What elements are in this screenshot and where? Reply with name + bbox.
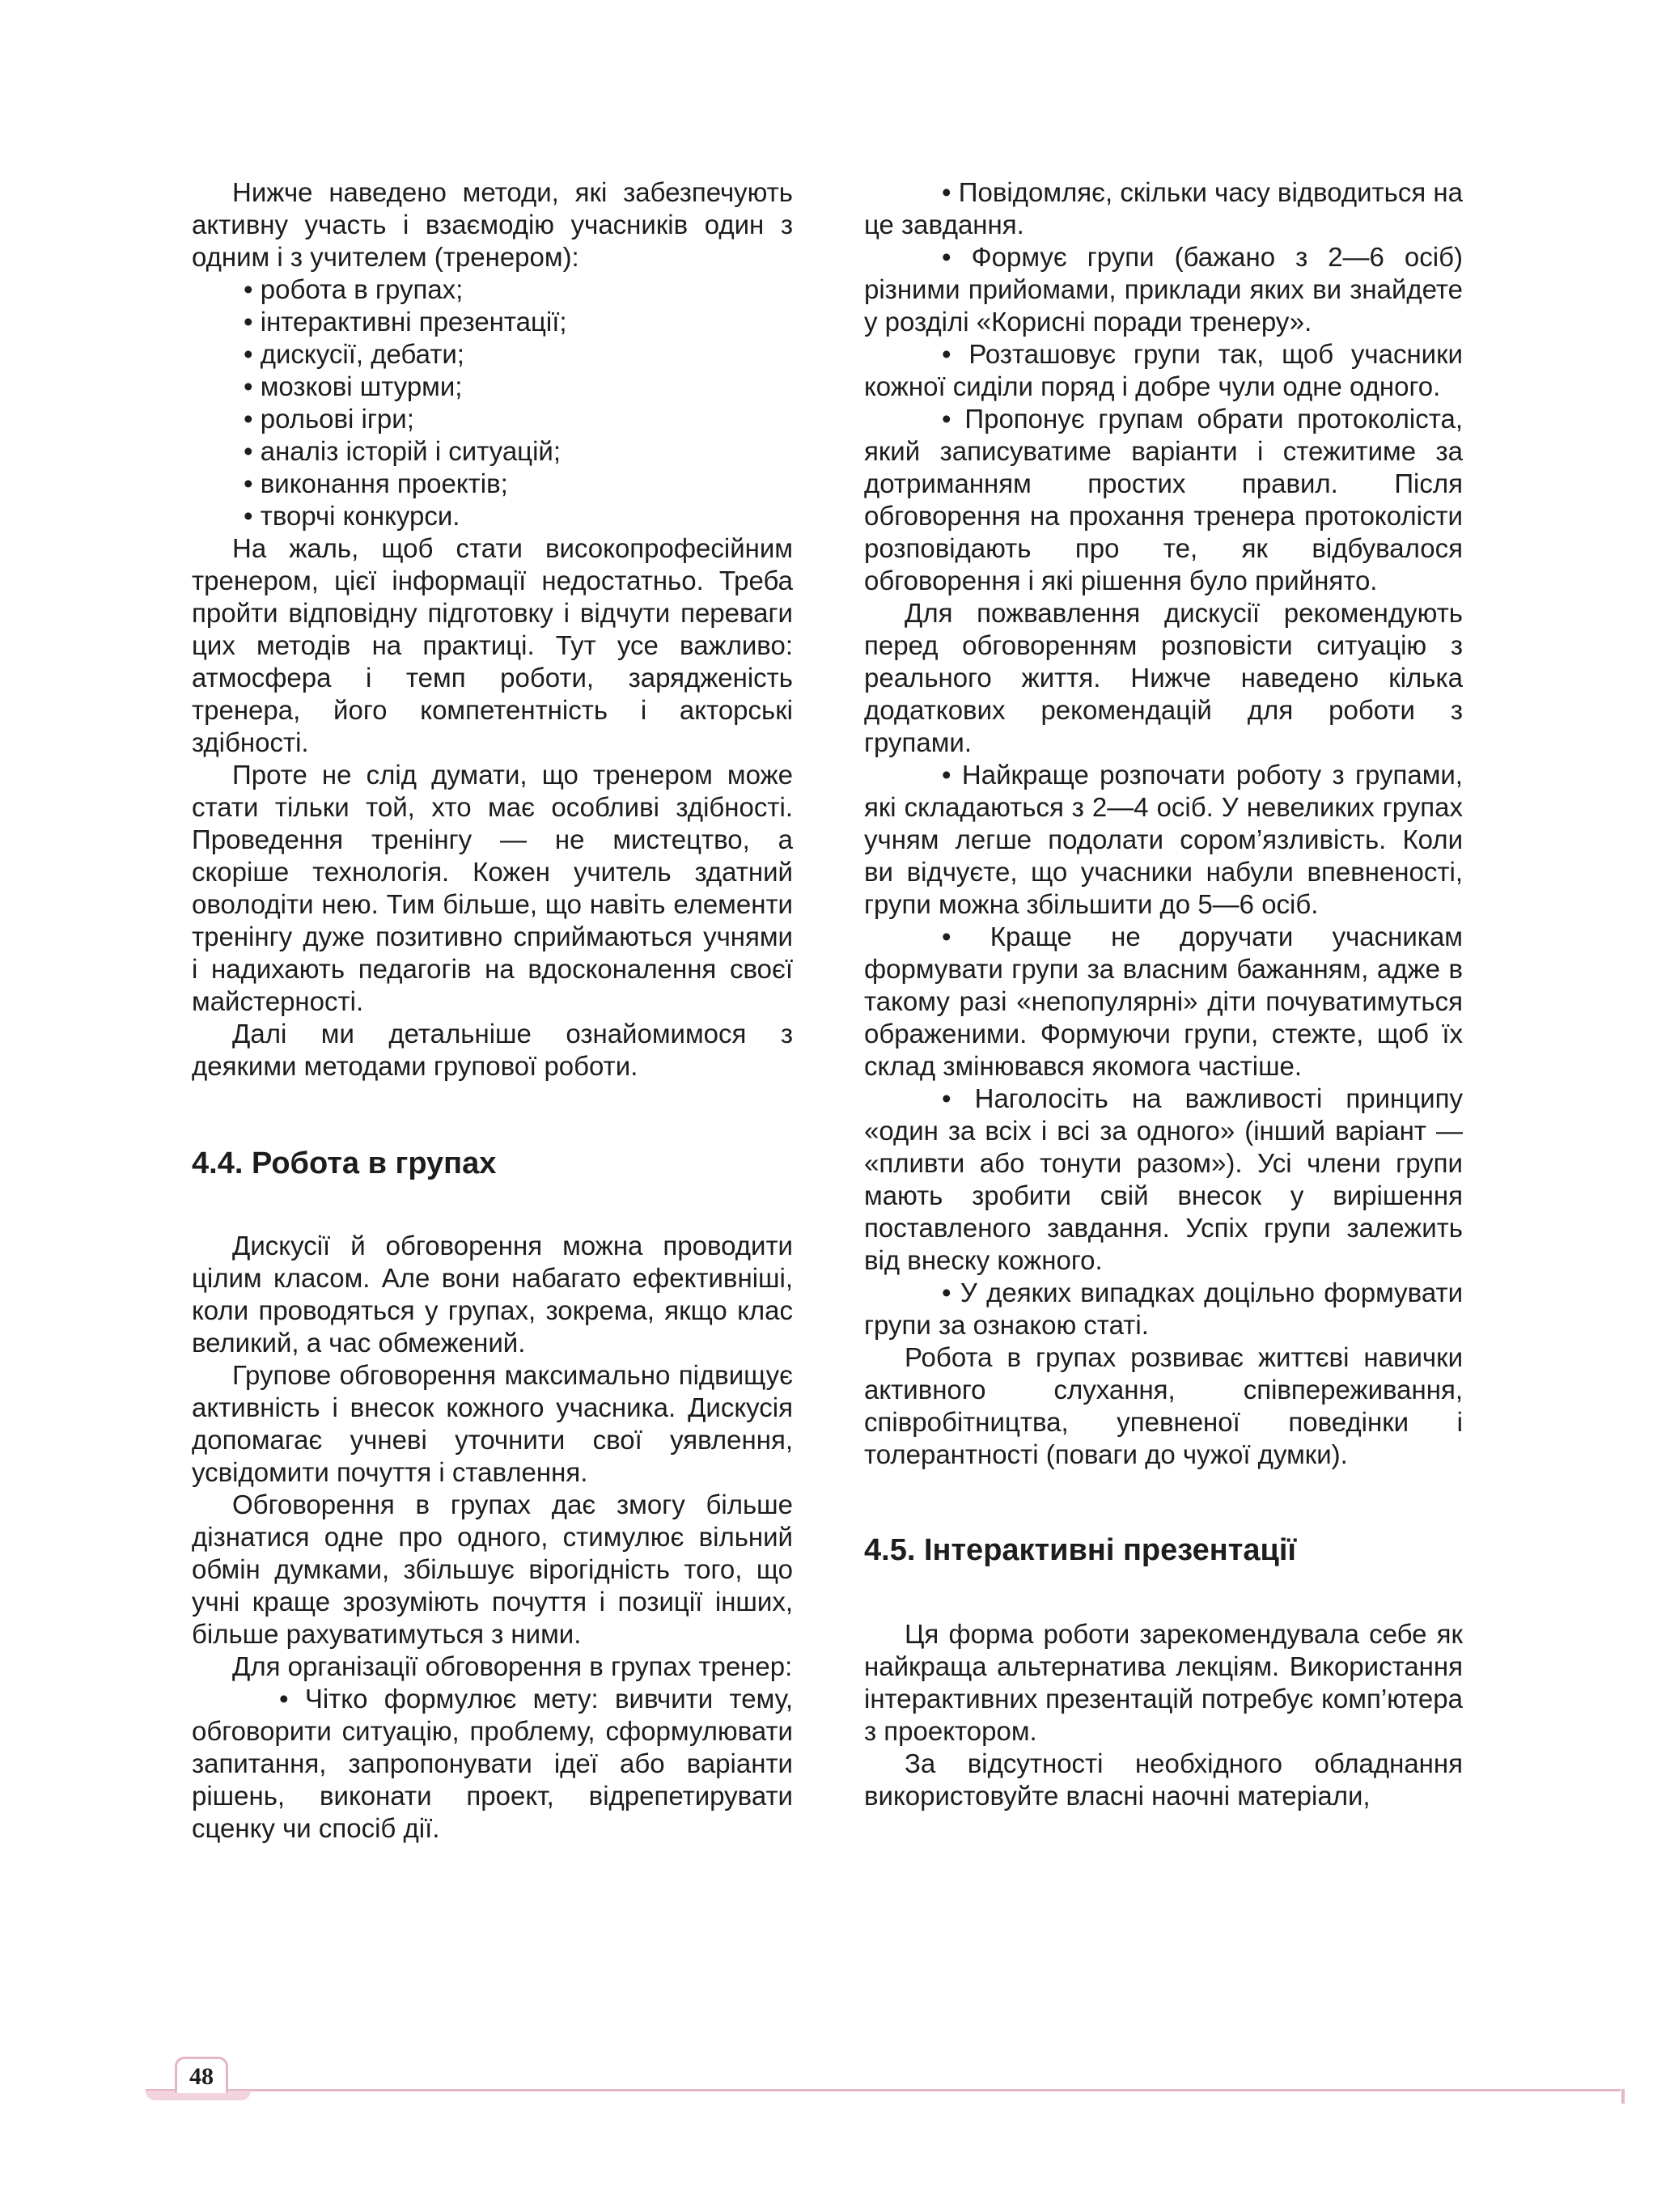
method-list-item: • робота в групах;: [192, 273, 793, 306]
section-heading-4-4: 4.4. Робота в групах: [192, 1146, 497, 1180]
method-list-item: • виконання проектів;: [192, 468, 793, 500]
recommendation-item: • У деяких випадках доцільно формувати групи за ознакою статі.: [864, 1277, 1463, 1341]
trainer-step-item: • Чітко формулює мету: вивчити тему, обговорити ситуацію, проблему, сформулювати запитання, запропонувати ідеї або варіанти рішень, виконати проект, відрепетирувати сценку чи спосіб дії.: [192, 1683, 793, 1845]
body-paragraph: Робота в групах розвиває життєві навички активного слухання, співпереживання, співробітництва, упевненої поведінки і толерантності (поваги до чужої думки).: [864, 1342, 1463, 1469]
recommendation-item: • Краще не доручати учасникам формувати групи за власним бажанням, адже в такому разі «непопулярні» діти почуватимуться ображеними. Формуючи групи, стежте, щоб їх склад змінювався якомога частіше.: [864, 921, 1463, 1083]
page-edge-mark: [1621, 2089, 1625, 2104]
footer-rule: [146, 2089, 1621, 2091]
body-paragraph: Для пожвавлення дискусії рекомендують перед обговоренням розповісти ситуацію з реального життя. Нижче наведено кілька додаткових рекомендацій для роботи з групами.: [864, 598, 1463, 757]
trainer-step-item: • Формує групи (бажано з 2—6 осіб) різними прийомами, приклади яких ви знайдете у розділі «Корисні поради тренеру».: [864, 241, 1463, 338]
method-list-item: • рольові ігри;: [192, 403, 793, 435]
body-paragraph: Обговорення в групах дає змогу більше дізнатися одне про одного, стимулює вільний обмін думками, збільшує вірогідність того, що учні краще зрозуміють почуття і позиції інших, більше рахуватимуться з ними.: [192, 1489, 793, 1649]
trainer-step-item: • Розташовує групи так, щоб учасники кожної сиділи поряд і добре чули одне одного.: [864, 338, 1463, 403]
body-paragraph: На жаль, щоб стати високопрофесійним тренером, цієї інформації недостатньо. Треба пройти відповідну підготовку і відчути переваги цих методів на практиці. Тут усе важливо: атмосфера і темп роботи, зарядженість тренера, його компетентність і акторські здібності.: [192, 533, 793, 757]
method-list-item: • аналіз історій і ситуацій;: [192, 435, 793, 468]
body-paragraph: Дискусії й обговорення можна проводити цілим класом. Але вони набагато ефективніші, коли проводяться у групах, зокрема, якщо клас великий, а час обмежений.: [192, 1231, 793, 1358]
recommendation-item: • Найкраще розпочати роботу з групами, які складаються з 2—4 осіб. У невеликих групах учням легше подолати сором’язливість. Коли ви відчуєте, що учасники набули впевненості, групи можна збільшити до 5—6 осіб.: [864, 759, 1463, 921]
body-paragraph: Групове обговорення максимально підвищує активність і внесок кожного учасника. Дискусія допомагає учневі уточнити свої уявлення, усвідомити почуття і ставлення.: [192, 1360, 793, 1487]
body-paragraph: Проте не слід думати, що тренером може стати тільки той, хто має особливі здібності. Проведення тренінгу — не мистецтво, а скоріше технологія. Кожен учитель здатний оволодіти нею. Тим більше, що навіть елементи тренінгу дуже позитивно сприймаються учнями і надихають педагогів на вдосконалення своєї майстерності.: [192, 760, 793, 1016]
method-list-item: • дискусії, дебати;: [192, 338, 793, 371]
body-paragraph: Для організації обговорення в групах тренер:: [232, 1651, 793, 1681]
intro-paragraph: Нижче наведено методи, які забезпечують активну участь і взаємодію учасників один з одним і з учителем (тренером):: [192, 177, 793, 272]
method-list-item: • творчі конкурси.: [192, 500, 793, 532]
method-list-item: • інтерактивні презентації;: [192, 306, 793, 338]
section-heading-4-5: 4.5. Інтерактивні презентації: [864, 1533, 1297, 1567]
left-column: [192, 176, 793, 1845]
right-column: [864, 176, 1463, 1812]
body-paragraph: За відсутності необхідного обладнання використовуйте власні наочні матеріали,: [864, 1748, 1463, 1811]
body-paragraph: Далі ми детальніше ознайомимося з деякими методами групової роботи.: [192, 1019, 793, 1081]
body-paragraph: Ця форма роботи зарекомендувала себе як найкраща альтернатива лекціям. Використання інтерактивних презентацій потребує комп’ютера з проектором.: [864, 1619, 1463, 1746]
recommendation-item: • Наголосіть на важливості принципу «один за всіх і всі за одного» (інший варіант — «пливти або тонути разом»). Усі члени групи мають зробити свій внесок у вирішення поставленого завдання. Успіх групи залежить від внеску кожного.: [864, 1083, 1463, 1277]
page-number: 48: [175, 2057, 228, 2093]
trainer-step-item: • Повідомляє, скільки часу відводиться на це завдання.: [864, 176, 1463, 241]
method-list-item: • мозкові штурми;: [192, 371, 793, 403]
trainer-step-item: • Пропонує групам обрати протоколіста, який записуватиме варіанти і стежитиме за дотриманням простих правил. Після обговорення на прохання тренера протоколісти розповідають про те, як відбувалося обговорення і які рішення було прийнято.: [864, 403, 1463, 597]
